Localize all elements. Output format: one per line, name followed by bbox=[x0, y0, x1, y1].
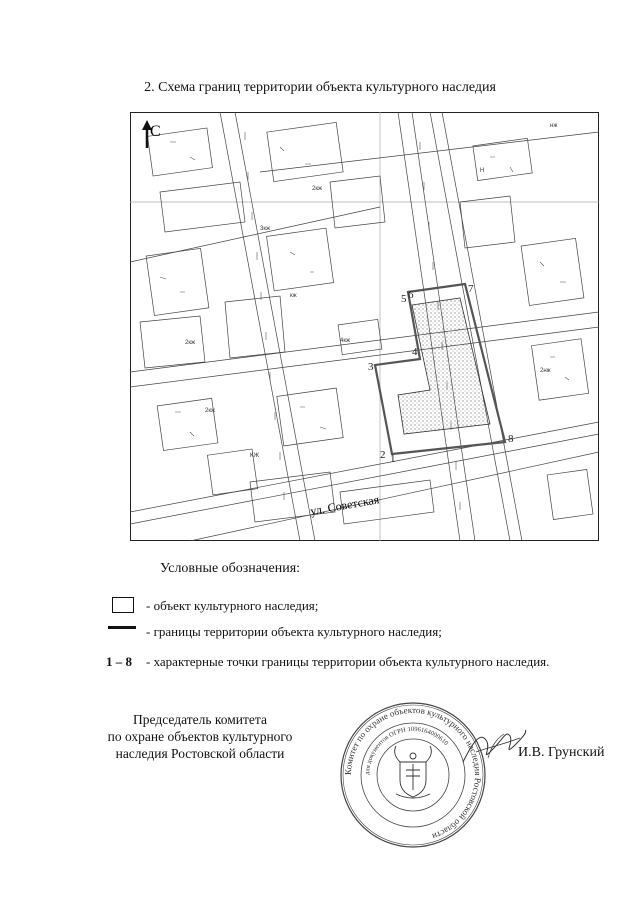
north-label: С bbox=[150, 123, 161, 140]
legend-boundary-symbol bbox=[108, 626, 136, 629]
boundary-point-5: 5 bbox=[401, 293, 407, 305]
map-label: кж bbox=[290, 293, 297, 299]
legend-title: Условные обозначения: bbox=[160, 561, 301, 576]
map-label: 3кж bbox=[260, 226, 270, 232]
signatory-line-1: Председатель комитета bbox=[133, 712, 267, 727]
map-label: нж bbox=[550, 123, 558, 129]
signatory-line-2: по охране объектов культурного bbox=[107, 729, 293, 744]
map-label: 2кж bbox=[185, 340, 195, 346]
site-plan-map bbox=[130, 112, 599, 541]
boundary-point-6: 6 bbox=[408, 289, 414, 301]
legend-object-text: - объект культурного наследия; bbox=[146, 598, 319, 613]
map-label: 4кж bbox=[340, 338, 350, 344]
legend-points-range: 1 – 8 bbox=[106, 654, 132, 669]
map-label: 2кж bbox=[312, 186, 322, 192]
map-label: Н bbox=[480, 168, 485, 174]
legend-boundary-text: - границы территории объекта культурного наследия; bbox=[146, 624, 442, 639]
svg-text:для документов ОГРН 1096164000 bbox=[364, 726, 449, 775]
boundary-point-2: 2 bbox=[380, 449, 386, 461]
map-label: КЖ bbox=[250, 453, 260, 459]
boundary-point-8: 8 bbox=[508, 433, 514, 445]
legend-object-symbol bbox=[112, 597, 134, 613]
map-label: 2кж bbox=[205, 408, 215, 414]
stamp-inner-text: для документов ОГРН 1096164000610 bbox=[363, 725, 450, 776]
boundary-point-7: 7 bbox=[468, 283, 474, 295]
coat-of-arms-icon bbox=[395, 746, 432, 798]
boundary-point-1: 1 bbox=[390, 453, 396, 465]
page-heading: 2. Схема границ территории объекта культурного наследия bbox=[144, 80, 496, 95]
stamp-outer-text: Комитет по охране объектов культурного наследия Ростовской области bbox=[342, 704, 484, 842]
signatory-name: И.В. Грунский bbox=[518, 745, 605, 760]
legend-points-text: - характерные точки границы территории объекта культурного наследия. bbox=[146, 654, 550, 669]
street-label: ул. Советская bbox=[309, 492, 381, 519]
map-label: 2нж bbox=[540, 368, 551, 374]
boundary-point-4: 4 bbox=[412, 346, 418, 358]
signatory-line-3: наследия Ростовской области bbox=[115, 746, 285, 761]
signatory-title bbox=[80, 711, 320, 762]
boundary-point-3: 3 bbox=[368, 361, 374, 373]
